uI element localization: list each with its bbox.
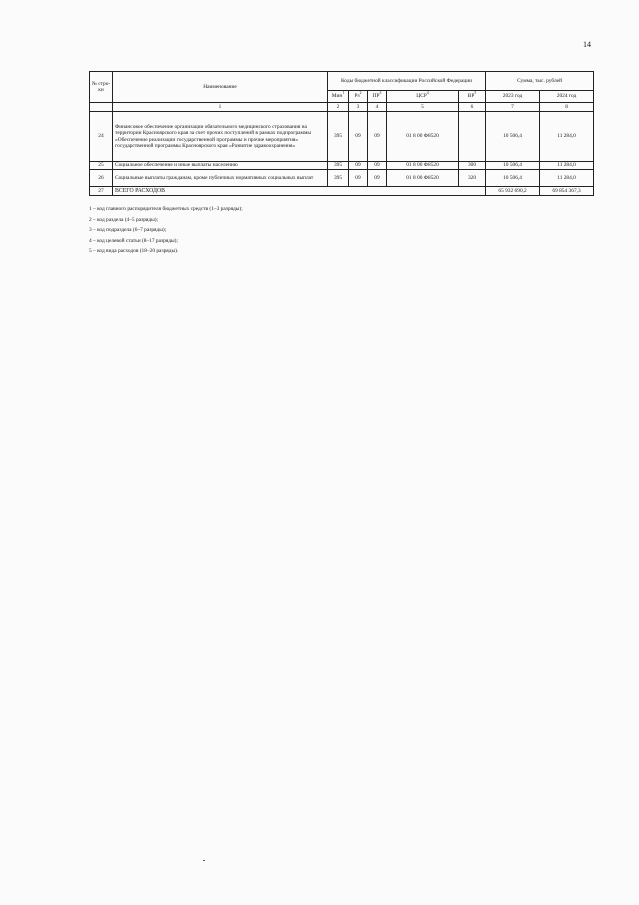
- col-number: 4: [368, 103, 387, 112]
- rz-code: 09: [349, 112, 368, 162]
- col-number: [90, 103, 113, 112]
- footnote: 4 – код целевой статьи (8–17 разряды);: [89, 237, 178, 244]
- codes-group-header: Коды бюджетной классификации Российской Федерации: [328, 72, 486, 91]
- csr-code: 01 8 00 Ф8520: [387, 112, 459, 162]
- row-number: 26: [90, 170, 113, 187]
- sum-2023: 10 506,4: [486, 112, 540, 162]
- csr-code: 01 8 00 Ф8520: [387, 170, 459, 187]
- col-number: 7: [486, 103, 540, 112]
- year-2024-header: 2024 год: [540, 91, 594, 103]
- table-row: [90, 162, 594, 170]
- row-name: Социальные выплаты гражданам, кроме публичных нормативных социальных выплат: [113, 170, 328, 187]
- min-code: 395: [328, 112, 349, 162]
- vr-code: 300: [459, 162, 486, 170]
- col-number: 3: [349, 103, 368, 112]
- sum-2024: 11 284,0: [540, 170, 594, 187]
- sum-2024: 11 284,0: [540, 112, 594, 162]
- col-number: 2: [328, 103, 349, 112]
- footnote: 2 – код раздела (4–5 разряды);: [89, 216, 159, 223]
- pr-code: 09: [368, 162, 387, 170]
- sum-2023: 10 506,4: [486, 162, 540, 170]
- row-number-header: № стро-ки: [90, 72, 113, 103]
- sum-group-header: Сумма, тыс. рублей: [486, 72, 594, 91]
- rz-header: $Рз^2$: [349, 91, 368, 103]
- page-number: 14: [583, 40, 591, 49]
- footnote: 3 – код подраздела (6–7 разряды);: [89, 227, 167, 234]
- total-2023: 65 932 690,2: [486, 187, 540, 196]
- vr-code: 320: [459, 170, 486, 187]
- year-2023-header: 2023 год: [486, 91, 540, 103]
- col-number: 8: [540, 103, 594, 112]
- total-row: [90, 187, 594, 196]
- rz-code: 09: [349, 162, 368, 170]
- vr-code: [459, 112, 486, 162]
- row-number: 24: [90, 112, 113, 162]
- min-code: 395: [328, 170, 349, 187]
- col-number: 5: [387, 103, 459, 112]
- pr-header: $ПР^3$: [368, 91, 387, 103]
- footnotes: [89, 204, 243, 257]
- csr-code: 01 8 00 Ф8520: [387, 162, 459, 170]
- col-number: 1: [113, 103, 328, 112]
- col-number: 6: [459, 103, 486, 112]
- total-label: ВСЕГО РАСХОДОВ: [113, 187, 486, 196]
- pr-code: 09: [368, 112, 387, 162]
- footnote: 1 – код главного распорядителя бюджетных средств (1–3 разряды);: [89, 206, 243, 212]
- vr-header: $ВР^5$: [459, 91, 486, 103]
- min-header: Мин$^1$: [328, 91, 349, 103]
- footnote: 5 – код вида расходов (18–20 разряды).: [89, 248, 179, 255]
- rz-code: 09: [349, 170, 368, 187]
- total-2024: 69 854 367,3: [540, 187, 594, 196]
- table-row: [90, 170, 594, 187]
- scan-speck: [203, 860, 205, 861]
- csr-header: ЦСР$^4$: [387, 91, 459, 103]
- row-name: Финансовое обеспечение организации обязательного медицинского страхования на территории Красноярского края за счет прочих поступлений в рамках подпрограммы «Обеспечение реализации государственной программы и прочие мероприятия» государственной программы Красноярского края «Развитие здравоохранения»: [113, 112, 328, 162]
- row-number: 25: [90, 162, 113, 170]
- table-row: [90, 112, 594, 162]
- pr-code: 09: [368, 170, 387, 187]
- min-code: 395: [328, 162, 349, 170]
- row-name: Социальное обеспечение и иные выплаты населению: [113, 162, 328, 170]
- sum-2024: 11 284,0: [540, 162, 594, 170]
- column-numbers-row: [90, 103, 594, 112]
- row-number: 27: [90, 187, 113, 196]
- budget-table: [89, 71, 594, 196]
- name-header: Наименование: [113, 72, 328, 103]
- sum-2023: 10 506,4: [486, 170, 540, 187]
